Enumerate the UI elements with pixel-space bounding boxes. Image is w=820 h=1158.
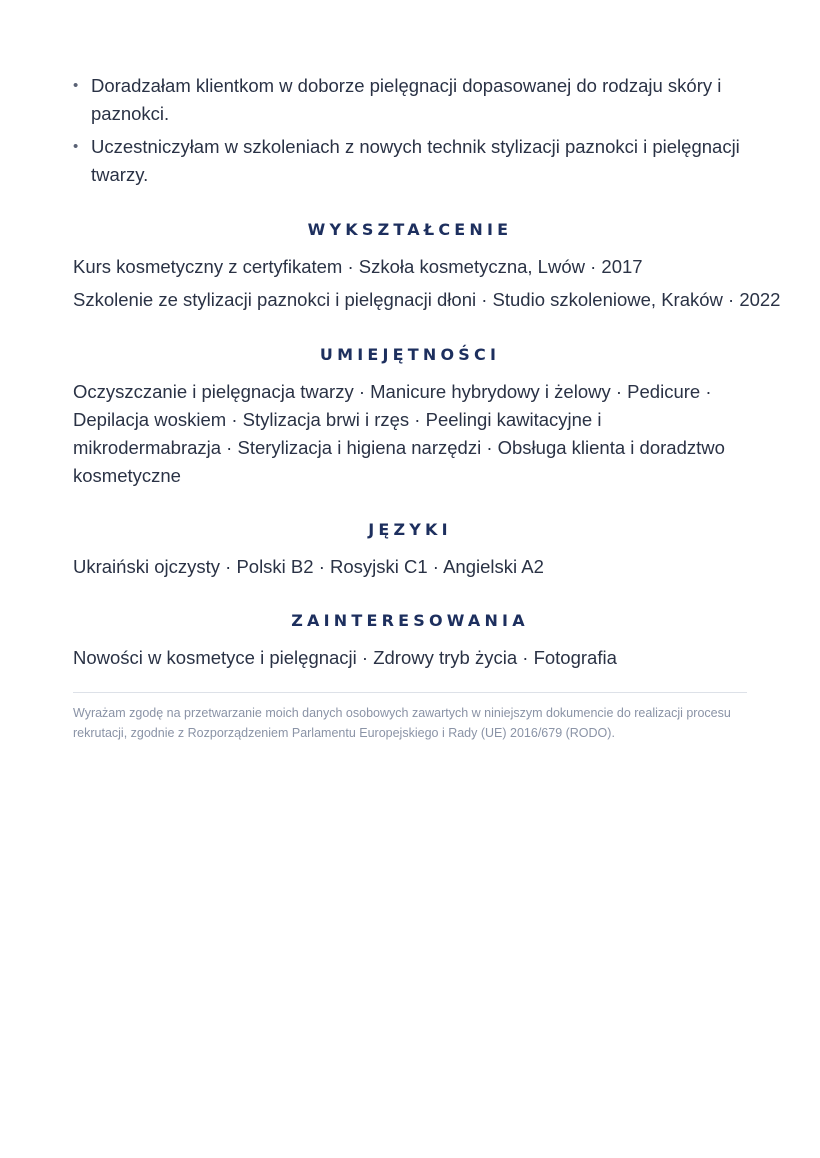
experience-bullet-text: Doradzałam klientkom w doborze pielęgnacji dopasowanej do rodzaju skóry i paznokci. bbox=[91, 75, 722, 124]
bullet-dot-icon: • bbox=[73, 138, 79, 155]
education-item: Szkolenie ze stylizacji paznokci i pielęgnacji dłoni · Studio szkoleniowe, Kraków · 2022 bbox=[73, 289, 781, 310]
experience-bullet bbox=[73, 133, 747, 189]
languages-text: Ukraiński ojczysty · Polski B2 · Rosyjski C1 · Angielski A2 bbox=[73, 556, 544, 577]
experience-bullets bbox=[73, 72, 747, 189]
experience-bullet bbox=[73, 72, 747, 128]
interests-text: Nowości w kosmetyce i pielęgnacji · Zdrowy tryb życia · Fotografia bbox=[73, 647, 617, 668]
skills-title: UMIEJĘTNOŚCI bbox=[319, 345, 501, 364]
experience-bullet-text: Uczestniczyłam w szkoleniach z nowych technik stylizacji paznokci i pielęgnacji twarzy. bbox=[91, 136, 740, 185]
consent-clause: Wyrażam zgodę na przetwarzanie moich danych osobowych zawartych w niniejszym dokumencie do realizacji procesu rekrutacji, zgodnie z Rozporządzeniem Parlamentu Europejskiego i Rady (UE) 2016/679 (RODO). bbox=[73, 706, 731, 740]
interests-title: ZAINTERESOWANIA bbox=[291, 611, 529, 630]
bullet-dot-icon: • bbox=[73, 77, 79, 94]
section-divider bbox=[73, 692, 747, 693]
resume-page bbox=[73, 72, 781, 743]
education-title: WYKSZTAŁCENIE bbox=[307, 220, 513, 239]
education-item: Kurs kosmetyczny z certyfikatem · Szkoła kosmetyczna, Lwów · 2017 bbox=[73, 256, 643, 277]
languages-title: JĘZYKI bbox=[368, 520, 452, 539]
skills-text: Oczyszczanie i pielęgnacja twarzy · Manicure hybrydowy i żelowy · Pedicure · Depilacja woskiem · Stylizacja brwi i rzęs · Peelingi kawitacyjne i mikrodermabrazja · Sterylizacja i higiena narzędzi · Obsługa klienta i doradztwo kosmetyczne bbox=[73, 381, 725, 486]
